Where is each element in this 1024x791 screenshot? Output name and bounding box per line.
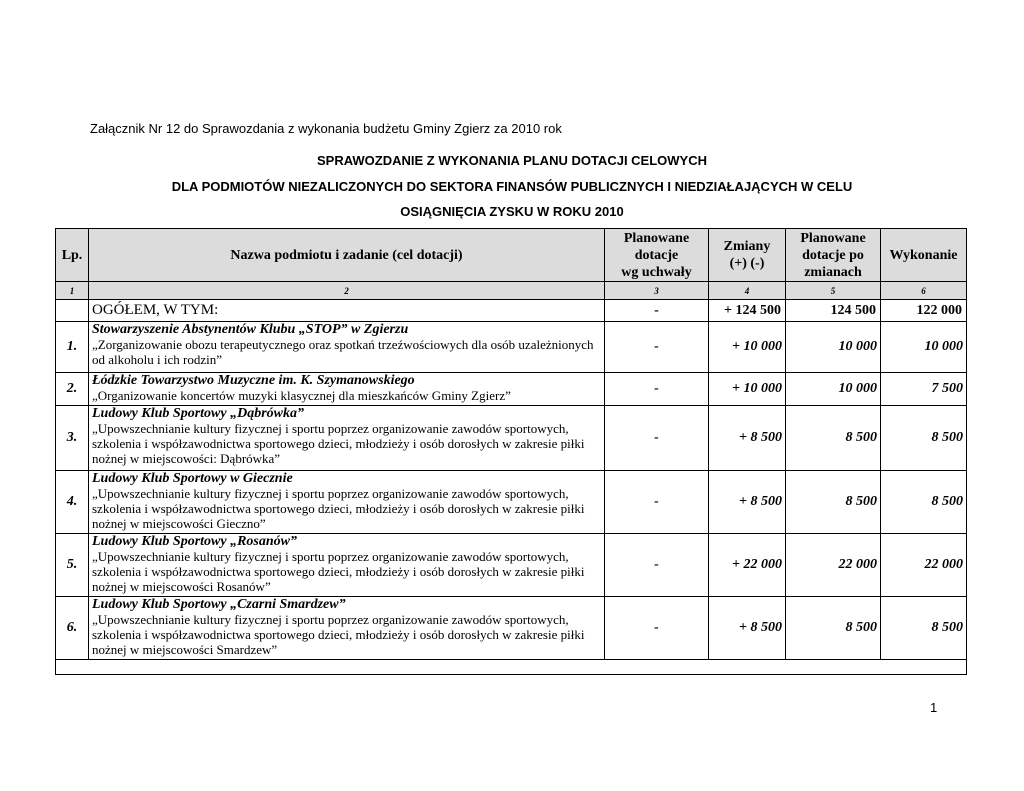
row-changes: + 8 500 [709, 597, 786, 660]
table-row [56, 534, 967, 597]
col-header-changes-line-2: (+) (-) [729, 256, 765, 271]
entity-name: Łódzkie Towarzystwo Muzyczne im. K. Szymanowskiego [92, 373, 415, 388]
col-number: 4 [709, 282, 786, 300]
row-planned: - [605, 471, 709, 534]
col-header-planned-line-1: Planowane [623, 230, 690, 246]
entity-name: Ludowy Klub Sportowy „Rosanów” [92, 534, 297, 549]
col-header-changes [709, 229, 786, 282]
row-changes: + 22 000 [709, 534, 786, 597]
row-changes: + 10 000 [709, 373, 786, 406]
row-execution: 22 000 [881, 534, 967, 597]
grant-purpose: „Upowszechnianie kultury fizycznej i sportu poprzez organizowanie zawodów sportowych, szkolenia i współzawodnictwa sportowego dzieci, młodzieży i osób dorosłych w zakresie piłki nożnej w miejscowości Rosanów” [92, 549, 585, 594]
grant-purpose: „Organizowanie koncertów muzyki klasycznej dla mieszkańców Gminy Zgierz” [92, 388, 511, 403]
row-after-changes: 8 500 [786, 471, 881, 534]
row-entity [89, 373, 605, 406]
row-planned: - [605, 373, 709, 406]
row-planned: - [605, 322, 709, 373]
table-row [56, 373, 967, 406]
empty-row [56, 660, 967, 675]
report-title-line-1: SPRAWOZDANIE Z WYKONANIA PLANU DOTACJI CELOWYCH [317, 153, 707, 168]
row-after-changes: 8 500 [786, 406, 881, 471]
total-after-changes: 124 500 [786, 300, 881, 322]
empty-cell [56, 660, 967, 675]
row-planned: - [605, 406, 709, 471]
row-lp: 3. [56, 406, 89, 471]
entity-name: Ludowy Klub Sportowy „Czarni Smardzew” [92, 597, 346, 612]
row-planned: - [605, 597, 709, 660]
row-entity [89, 597, 605, 660]
row-execution: 10 000 [881, 322, 967, 373]
col-number: 5 [786, 282, 881, 300]
col-number: 2 [89, 282, 605, 300]
column-numbers-row [56, 282, 967, 300]
col-header-lp: Lp. [56, 229, 89, 282]
col-header-after-line-1: Planowane [800, 230, 866, 246]
row-lp: 2. [56, 373, 89, 406]
grants-table [55, 228, 967, 675]
grant-purpose: „Upowszechnianie kultury fizycznej i sportu poprzez organizowanie zawodów sportowych, szkolenia i współzawodnictwa sportowego dzieci, młodzieży i osób dorosłych w zakresie piłki nożnej w miejscowości: Dąbrówka” [92, 421, 585, 466]
row-entity [89, 406, 605, 471]
row-lp: 5. [56, 534, 89, 597]
col-number: 3 [605, 282, 709, 300]
table-row [56, 406, 967, 471]
col-number: 1 [56, 282, 89, 300]
row-lp: 4. [56, 471, 89, 534]
row-execution: 8 500 [881, 471, 967, 534]
row-after-changes: 10 000 [786, 373, 881, 406]
table-row [56, 597, 967, 660]
table-header-row [56, 229, 967, 282]
row-changes: + 10 000 [709, 322, 786, 373]
table-row [56, 322, 967, 373]
row-planned: - [605, 534, 709, 597]
col-header-planned-line-2: dotacje [634, 247, 679, 263]
col-header-changes-line-1: Zmiany [723, 239, 771, 254]
col-number: 6 [881, 282, 967, 300]
total-planned: - [605, 300, 709, 322]
total-row [56, 300, 967, 322]
total-label: OGÓŁEM, W TYM: [89, 300, 605, 322]
row-after-changes: 22 000 [786, 534, 881, 597]
report-title-line-2: DLA PODMIOTÓW NIEZALICZONYCH DO SEKTORA FINANSÓW PUBLICZNYCH I NIEDZIAŁAJĄCYCH W CELU [171, 179, 853, 194]
col-header-planned [605, 229, 709, 282]
row-execution: 8 500 [881, 406, 967, 471]
grant-purpose: „Upowszechnianie kultury fizycznej i sportu poprzez organizowanie zawodów sportowych, szkolenia i współzawodnictwa sportowego dzieci, młodzieży i osób dorosłych w zakresie piłki nożnej w miejscowości Smardzew” [92, 612, 585, 657]
col-header-planned-line-3: wg uchwały [621, 264, 692, 280]
report-title-line-3: OSIĄGNIĘCIA ZYSKU W ROKU 2010 [400, 204, 624, 219]
row-lp: 1. [56, 322, 89, 373]
row-lp: 6. [56, 597, 89, 660]
entity-name: Ludowy Klub Sportowy „Dąbrówka” [92, 406, 304, 421]
attachment-note: Załącznik Nr 12 do Sprawozdania z wykonania budżetu Gminy Zgierz za 2010 rok [90, 121, 562, 136]
table-row [56, 471, 967, 534]
total-lp-cell [56, 300, 89, 322]
row-changes: + 8 500 [709, 406, 786, 471]
grant-purpose: „Upowszechnianie kultury fizycznej i sportu poprzez organizowanie zawodów sportowych, szkolenia i współzawodnictwa sportowego dzieci, młodzieży i osób dorosłych w zakresie piłki nożnej w miejscowości Gieczno” [92, 486, 585, 531]
col-header-after-line-2: dotacje po [802, 247, 864, 263]
row-entity [89, 534, 605, 597]
row-after-changes: 10 000 [786, 322, 881, 373]
page-number: 1 [930, 700, 938, 715]
entity-name: Ludowy Klub Sportowy w Giecznie [92, 471, 293, 486]
row-after-changes: 8 500 [786, 597, 881, 660]
row-entity [89, 322, 605, 373]
grant-purpose: „Zorganizowanie obozu terapeutycznego oraz spotkań trzeźwościowych dla osób uzależnionych od alkoholu i ich rodzin” [92, 337, 594, 367]
row-changes: + 8 500 [709, 471, 786, 534]
col-header-name: Nazwa podmiotu i zadanie (cel dotacji) [89, 229, 605, 282]
row-execution: 7 500 [881, 373, 967, 406]
col-header-after-line-3: zmianach [804, 264, 862, 280]
total-changes: + 124 500 [709, 300, 786, 322]
entity-name: Stowarzyszenie Abstynentów Klubu „STOP” w Zgierzu [92, 322, 409, 337]
col-header-execution: Wykonanie [881, 229, 967, 282]
col-header-after-changes [786, 229, 881, 282]
row-entity [89, 471, 605, 534]
row-execution: 8 500 [881, 597, 967, 660]
total-execution: 122 000 [881, 300, 967, 322]
